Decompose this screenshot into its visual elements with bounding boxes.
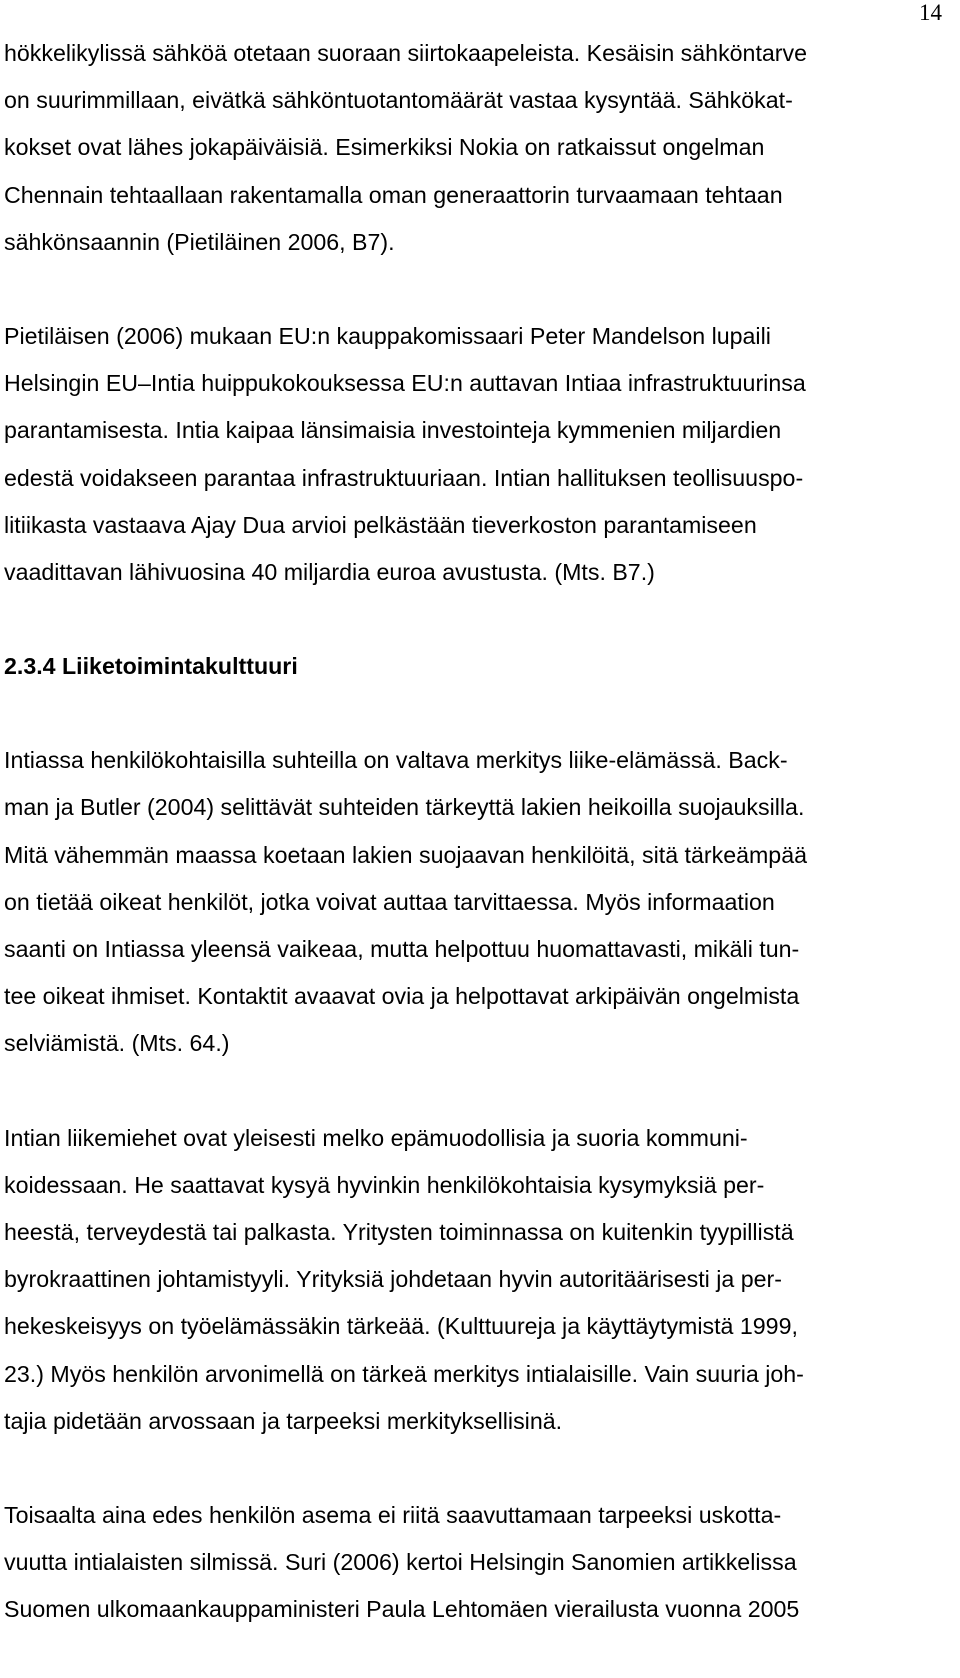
text-line: koidessaan. He saattavat kysyä hyvinkin henkilökohtaisia kysymyksiä per- — [4, 1171, 765, 1198]
text-line: Helsingin EU–Intia huippukokouksessa EU:n auttavan Intiaa infrastruktuurinsa — [4, 370, 806, 397]
section-heading: 2.3.4 Liiketoimintakulttuuri — [4, 653, 298, 680]
page-number: 14 — [919, 0, 942, 25]
text-line: on tietää oikeat henkilöt, jotka voivat auttaa tarvittaessa. Myös informaation — [4, 888, 775, 915]
text-line: tee oikeat ihmiset. Kontaktit avaavat ovia ja helpottavat arkipäivän ongelmista — [4, 983, 800, 1010]
text-line: 23.) Myös henkilön arvonimellä on tärkeä merkitys intialaisille. Vain suuria joh- — [4, 1360, 804, 1387]
paragraph-spacer — [4, 1445, 924, 1492]
text-line: Pietiläisen (2006) mukaan EU:n kauppakomissaari Peter Mandelson lupaili — [4, 322, 771, 349]
text-line: parantamisesta. Intia kaipaa länsimaisia investointeja kymmenien miljardien — [4, 417, 782, 444]
paragraph-3 — [4, 737, 924, 1067]
paragraph-spacer — [4, 1068, 924, 1115]
paragraph-spacer — [4, 690, 924, 737]
text-line: litiikasta vastaava Ajay Dua arvioi pelkästään tieverkoston parantamiseen — [4, 511, 757, 538]
text-line: tajia pidetään arvossaan ja tarpeeksi merkityksellisinä. — [4, 1407, 563, 1434]
text-line: byrokraattinen johtamistyyli. Yrityksiä johdetaan hyvin autoritäärisesti ja per- — [4, 1266, 783, 1293]
text-line: kokset ovat lähes jokapäiväisiä. Esimerkiksi Nokia on ratkaissut ongelman — [4, 134, 765, 161]
paragraph-spacer — [4, 596, 924, 643]
text-line: Suomen ulkomaankauppaministeri Paula Lehtomäen vierailusta vuonna 2005 — [4, 1596, 800, 1623]
paragraph-4 — [4, 1115, 924, 1445]
text-line: selviämistä. (Mts. 64.) — [4, 1030, 230, 1057]
text-line: hökkelikylissä sähköä otetaan suoraan siirtokaapeleista. Kesäisin sähköntarve — [4, 40, 808, 66]
text-line: hekeskeisyys on työelämässäkin tärkeää. (Kulttuureja ja käyttäytymistä 1999, — [4, 1313, 798, 1340]
document-body — [4, 30, 924, 1633]
paragraph-1 — [4, 30, 924, 266]
text-line: Intiassa henkilökohtaisilla suhteilla on valtava merkitys liike-elämässä. Back- — [4, 747, 788, 774]
text-line: saanti on Intiassa yleensä vaikeaa, mutta helpottuu huomattavasti, mikäli tun- — [4, 936, 800, 963]
text-line: vuutta intialaisten silmissä. Suri (2006) kertoi Helsingin Sanomien artikkelissa — [4, 1549, 797, 1576]
text-line: man ja Butler (2004) selittävät suhteiden tärkeyttä lakien heikoilla suojauksilla. — [4, 794, 805, 821]
paragraph-spacer — [4, 266, 924, 313]
text-line: Mitä vähemmän maassa koetaan lakien suojaavan henkilöitä, sitä tärkeämpää — [4, 841, 807, 868]
text-line: Chennain tehtaallaan rakentamalla oman generaattorin turvaamaan tehtaan — [4, 181, 783, 208]
paragraph-2 — [4, 313, 924, 596]
text-line: edestä voidakseen parantaa infrastruktuuriaan. Intian hallituksen teollisuuspo- — [4, 464, 804, 491]
text-line: heestä, terveydestä tai palkasta. Yritysten toiminnassa on kuitenkin tyypillistä — [4, 1218, 794, 1245]
text-line: sähkönsaannin (Pietiläinen 2006, B7). — [4, 228, 395, 255]
text-line: Toisaalta aina edes henkilön asema ei riitä saavuttamaan tarpeeksi uskotta- — [4, 1501, 782, 1528]
text-line: on suurimmillaan, eivätkä sähköntuotantomäärät vastaa kysyntää. Sähkökat- — [4, 87, 793, 114]
paragraph-5 — [4, 1492, 924, 1634]
text-line: vaadittavan lähivuosina 40 miljardia euroa avustusta. (Mts. B7.) — [4, 558, 655, 585]
text-line: Intian liikemiehet ovat yleisesti melko epämuodollisia ja suoria kommuni- — [4, 1124, 748, 1151]
